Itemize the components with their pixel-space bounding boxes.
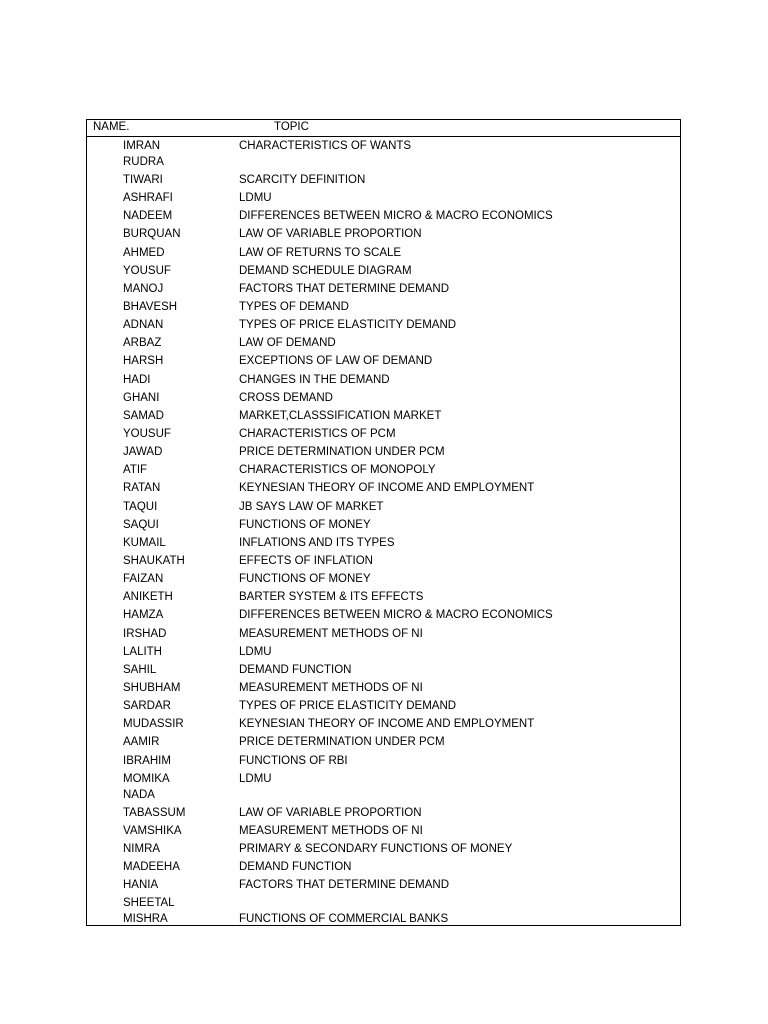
table-row [87, 823, 680, 841]
topic-cell: FUNCTIONS OF COMMERCIAL BANKS [239, 913, 449, 926]
topic-cell: EFFECTS OF INFLATION [239, 554, 373, 567]
topic-cell: DIFFERENCES BETWEEN MICRO & MACRO ECONOMICS [239, 210, 553, 223]
student-name-cell: ANIKETH [123, 591, 173, 604]
table-header-row [87, 120, 680, 137]
table-row [87, 190, 680, 208]
table-row [87, 480, 680, 498]
table-row [87, 895, 680, 929]
student-name-cell: HARSH [123, 355, 164, 368]
table-row [87, 662, 680, 680]
topic-cell: KEYNESIAN THEORY OF INCOME AND EMPLOYMENT [239, 718, 535, 731]
student-name-cell: HADI [123, 373, 151, 386]
table-row [87, 226, 680, 244]
student-name-cell: SHEETAL MISHRA [123, 897, 175, 926]
topic-cell: EXCEPTIONS OF LAW OF DEMAND [239, 355, 433, 368]
student-name-cell: TIWARI [123, 174, 163, 186]
student-name-cell: KUMAIL [123, 536, 166, 549]
student-name-cell: MADEEHA [123, 861, 180, 874]
student-name-cell: RATAN [123, 482, 161, 495]
student-name-cell: MOMIKA NADA [123, 772, 170, 801]
table-row [87, 390, 680, 408]
student-name-cell: IBRAHIM [123, 754, 171, 767]
table-row [87, 263, 680, 281]
student-name-cell: ASHRAFI [123, 192, 173, 205]
table-row [87, 499, 680, 517]
table-row [87, 335, 680, 353]
table-row [87, 698, 680, 716]
topic-cell: FACTORS THAT DETERMINE DEMAND [239, 282, 450, 295]
student-name-cell: ARBAZ [123, 337, 162, 350]
table-row [87, 589, 680, 607]
topic-cell: LDMU [239, 645, 272, 658]
topic-cell: MEASUREMENT METHODS OF NI [239, 681, 423, 694]
student-name-cell: MUDASSIR [123, 718, 184, 731]
table-row [87, 138, 680, 172]
table-row [87, 444, 680, 462]
table-row [87, 680, 680, 698]
table-row [87, 245, 680, 263]
table-row [87, 172, 680, 190]
column-header-topic: TOPIC [274, 121, 309, 133]
student-name-cell: TAQUI [123, 500, 158, 513]
student-name-cell: AHMED [123, 246, 165, 259]
topic-cell: CHARACTERISTICS OF WANTS [239, 140, 412, 152]
table-row [87, 734, 680, 752]
topic-cell: DIFFERENCES BETWEEN MICRO & MACRO ECONOMICS [239, 609, 553, 622]
student-name-cell: NIMRA [123, 842, 161, 855]
table-row [87, 859, 680, 877]
table-row [87, 535, 680, 553]
student-name-cell: BHAVESH [123, 300, 178, 313]
student-name-cell: IRSHAD [123, 627, 167, 640]
topic-cell: CHARACTERISTICS OF PCM [239, 427, 396, 440]
table-row [87, 607, 680, 625]
topic-cell: DEMAND SCHEDULE DIAGRAM [239, 264, 412, 277]
topic-cell: MARKET,CLASSSIFICATION MARKET [239, 409, 442, 422]
topic-cell: PRICE DETERMINATION UNDER PCM [239, 736, 445, 749]
table-row [87, 208, 680, 226]
topic-cell: LDMU [239, 192, 272, 205]
topic-cell: LAW OF DEMAND [239, 337, 336, 350]
student-name-cell: SHUBHAM [123, 681, 181, 694]
student-name-cell: AAMIR [123, 736, 160, 749]
topic-cell: DEMAND FUNCTION [239, 663, 352, 676]
student-name-cell: VAMSHIKA [123, 824, 182, 837]
table-row [87, 517, 680, 535]
topic-cell: JB SAYS LAW OF MARKET [239, 500, 384, 513]
table-row [87, 372, 680, 390]
student-name-cell: ATIF [123, 464, 148, 477]
table-row [87, 716, 680, 734]
topic-cell: FUNCTIONS OF MONEY [239, 518, 371, 531]
student-name-cell: SAHIL [123, 663, 157, 676]
topic-cell: FUNCTIONS OF RBI [239, 754, 348, 767]
topic-cell: FUNCTIONS OF MONEY [239, 573, 371, 586]
student-name-cell: TABASSUM [123, 806, 186, 819]
topic-cell: CROSS DEMAND [239, 391, 333, 404]
student-name-cell: SHAUKATH [123, 554, 185, 567]
table-row [87, 877, 680, 895]
student-name-cell: GHANI [123, 391, 160, 404]
student-name-cell: MANOJ [123, 282, 164, 295]
table-row [87, 626, 680, 644]
topic-cell: LAW OF VARIABLE PROPORTION [239, 228, 422, 241]
table-row [87, 644, 680, 662]
topic-cell: TYPES OF PRICE ELASTICITY DEMAND [239, 319, 457, 332]
table-row [87, 299, 680, 317]
table-row [87, 753, 680, 771]
student-name-cell: HANIA [123, 879, 159, 892]
topic-cell: TYPES OF DEMAND [239, 300, 349, 313]
student-name-cell: FAIZAN [123, 573, 164, 586]
student-name-cell: NADEEM [123, 210, 173, 223]
topic-cell: TYPES OF PRICE ELASTICITY DEMAND [239, 700, 457, 713]
table-row [87, 571, 680, 589]
topic-cell: PRIMARY & SECONDARY FUNCTIONS OF MONEY [239, 842, 513, 855]
table-row [87, 353, 680, 371]
table-row [87, 553, 680, 571]
table-row [87, 426, 680, 444]
topic-cell: KEYNESIAN THEORY OF INCOME AND EMPLOYMENT [239, 482, 535, 495]
topic-cell: CHARACTERISTICS OF MONOPOLY [239, 464, 436, 477]
topic-cell: MEASUREMENT METHODS OF NI [239, 627, 423, 640]
student-name-cell: SAQUI [123, 518, 159, 531]
table-row [87, 462, 680, 480]
student-name-cell: BURQUAN [123, 228, 181, 241]
topic-cell: DEMAND FUNCTION [239, 861, 352, 874]
student-name-cell: JAWAD [123, 446, 163, 459]
topic-cell: FACTORS THAT DETERMINE DEMAND [239, 879, 450, 892]
student-name-cell: YOUSUF [123, 427, 171, 440]
table-row [87, 841, 680, 859]
topic-cell: LDMU [239, 772, 272, 785]
student-name-cell: SARDAR [123, 700, 171, 713]
student-name-cell: LALITH [123, 645, 162, 658]
topic-cell: SCARCITY DEFINITION [239, 174, 366, 186]
table-body [87, 138, 680, 929]
table-row [87, 771, 680, 805]
topic-cell: LAW OF VARIABLE PROPORTION [239, 806, 422, 819]
topic-cell: PRICE DETERMINATION UNDER PCM [239, 446, 445, 459]
student-name-cell: ADNAN [123, 319, 164, 332]
student-name-cell: HAMZA [123, 609, 164, 622]
table-row [87, 281, 680, 299]
column-header-name: NAME. [93, 121, 130, 133]
topic-cell: INFLATIONS AND ITS TYPES [239, 536, 395, 549]
student-name-cell: YOUSUF [123, 264, 171, 277]
topic-cell: BARTER SYSTEM & ITS EFFECTS [239, 591, 424, 604]
topic-cell: LAW OF RETURNS TO SCALE [239, 246, 402, 259]
student-name-cell: IMRAN RUDRA [123, 140, 164, 168]
table-row [87, 408, 680, 426]
student-topic-table [86, 119, 681, 926]
topic-cell: CHANGES IN THE DEMAND [239, 373, 390, 386]
table-row [87, 317, 680, 335]
topic-cell: MEASUREMENT METHODS OF NI [239, 824, 423, 837]
student-name-cell: SAMAD [123, 409, 164, 422]
table-row [87, 805, 680, 823]
